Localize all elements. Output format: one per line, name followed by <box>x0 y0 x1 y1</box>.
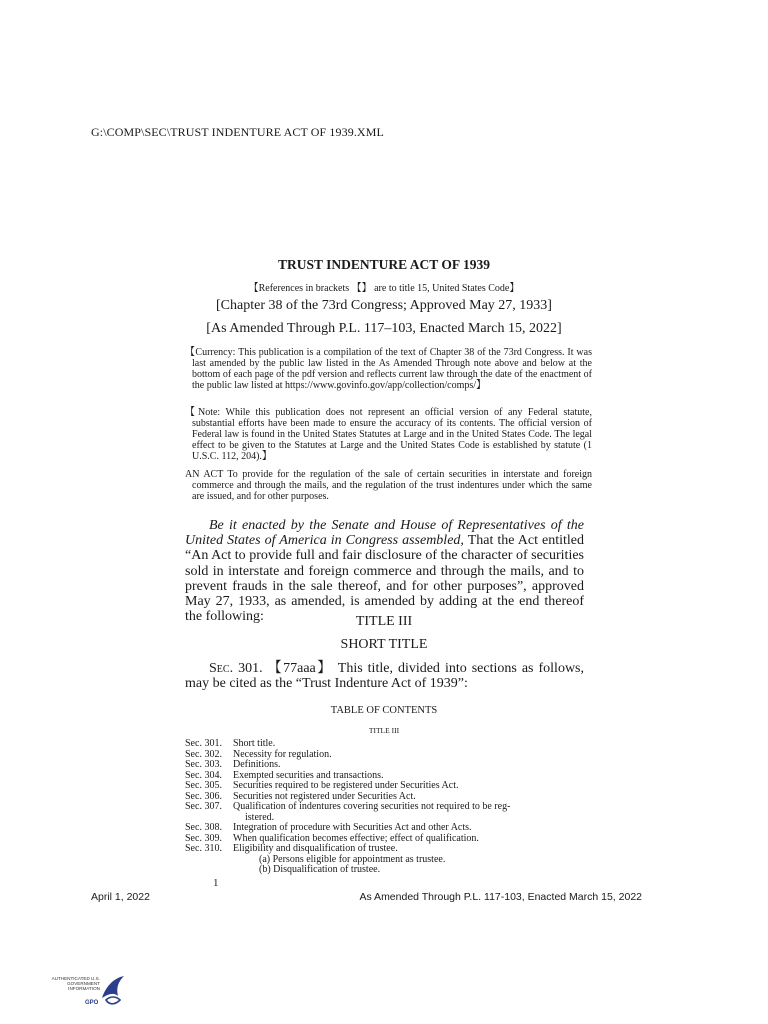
document-title: TRUST INDENTURE ACT OF 1939 <box>277 257 491 272</box>
toc-entry <box>185 781 585 792</box>
toc-entry <box>185 739 585 750</box>
toc-subsection: (b) Disqualification of trustee. <box>259 864 381 875</box>
page-number: 1 <box>213 877 219 889</box>
table-of-contents <box>185 739 585 876</box>
enacting-clause-italic: Be it enacted by the Senate and House of Representatives of the United States of America in Congress assembled, <box>185 518 584 549</box>
toc-entry <box>185 760 585 771</box>
official-version-note: 【Note: While this publication does not represent an official version of any Federal statute, substantial efforts have been made to ensure the accuracy of its contents. The official version of Federal law is found in the United States Statutes at Large and in the United States Code. The legal effect to be given to the Statutes at Large and the United States Code is established by statute (1 U.S.C. 112, 204).】 <box>185 407 592 462</box>
toc-section-title: Definitions. <box>233 759 281 770</box>
toc-section-title: Securities not registered under Securities Act. <box>233 790 416 802</box>
toc-entry <box>185 802 585 813</box>
toc-section-number: Sec. 309. <box>185 832 222 844</box>
section-301 <box>185 661 584 691</box>
amended-through-note: [As Amended Through P.L. 117–103, Enacted March 15, 2022] <box>206 321 562 336</box>
chapter-note: [Chapter 38 of the 73rd Congress; Approved May 27, 1933] <box>216 298 552 313</box>
toc-section-title: When qualification becomes effective; effect of qualification. <box>233 832 479 844</box>
toc-section-number: Sec. 310. <box>185 843 222 854</box>
file-path: G:\COMP\SEC\TRUST INDENTURE ACT OF 1939.XML <box>91 125 384 139</box>
references-note: 【References in brackets 【】 are to title 15, United States Code】 <box>248 283 520 294</box>
footer-date: April 1, 2022 <box>91 891 150 903</box>
toc-section-number: Sec. 302. <box>185 748 222 760</box>
toc-section-number: Sec. 307. <box>185 801 222 812</box>
toc-section-number: Sec. 303. <box>185 759 222 770</box>
act-description: AN ACT To provide for the regulation of the sale of certain securities in interstate and foreign commerce and through the mails, and the regulation of the trust indentures under which the same are issued, and for other purposes. <box>185 469 592 502</box>
eagle-icon <box>98 974 126 1008</box>
currency-note: 【Currency: This publication is a compilation of the text of Chapter 38 of the 73rd Congress. It was last amended by the public law listed in the As Amended Through note above and below at the bottom of each page of the pdf version and reflects current law through the date of the enactment of the public law listed at https://www.govinfo.gov/app/collection/comps/】 <box>185 347 592 391</box>
enacting-clause <box>185 518 584 624</box>
toc-entry <box>185 844 585 855</box>
gpo-authentication-logo <box>38 972 128 1012</box>
toc-continuation: istered. <box>245 811 275 823</box>
title-heading: TITLE III <box>355 614 413 629</box>
section-label: Sec. 301. <box>209 661 263 676</box>
toc-section-title: Qualification of indentures covering securities not required to be reg- <box>233 801 511 812</box>
toc-section-title: Short title. <box>233 738 276 749</box>
section-citation: 【77aaa】 <box>267 661 333 676</box>
gpo-logo-text: AUTHENTICATED U.S. GOVERNMENT INFORMATION <box>51 976 100 992</box>
toc-section-number: Sec. 304. <box>185 769 222 781</box>
toc-entry <box>185 823 585 834</box>
toc-section-title: Exempted securities and transactions. <box>233 769 384 781</box>
footer-amended-note: As Amended Through P.L. 117-103, Enacted March 15, 2022 <box>359 891 642 903</box>
toc-section-number: Sec. 306. <box>185 790 222 802</box>
toc-section-title: Integration of procedure with Securities Act and other Acts. <box>233 822 472 833</box>
toc-section-number: Sec. 308. <box>185 822 222 833</box>
toc-subsection: (a) Persons eligible for appointment as trustee. <box>259 853 446 865</box>
toc-section-title: Securities required to be registered under Securities Act. <box>233 780 459 791</box>
short-title-heading: SHORT TITLE <box>340 637 428 652</box>
gpo-logo-word: GPO <box>85 1000 99 1006</box>
toc-heading: TABLE OF CONTENTS <box>330 705 438 716</box>
toc-section-title: Necessity for regulation. <box>233 748 332 760</box>
section-text: This title, divided into sections as follows, may be cited as the “Trust Indenture Act of 1939”: <box>185 661 585 691</box>
enacting-clause-text: That the Act entitled “An Act to provide full and fair disclosure of the character of securities sold in interstate and foreign commerce and through the mails, and to prevent frauds in the sale thereof, and for other purposes”, approved May 27, 1933, as amended, is amended by adding at the end thereof the following: <box>185 533 584 625</box>
toc-subheading: TITLE III <box>368 726 400 735</box>
toc-section-number: Sec. 301. <box>185 738 222 749</box>
toc-section-title: Eligibility and disqualification of trustee. <box>233 843 398 854</box>
toc-section-number: Sec. 305. <box>185 780 222 791</box>
